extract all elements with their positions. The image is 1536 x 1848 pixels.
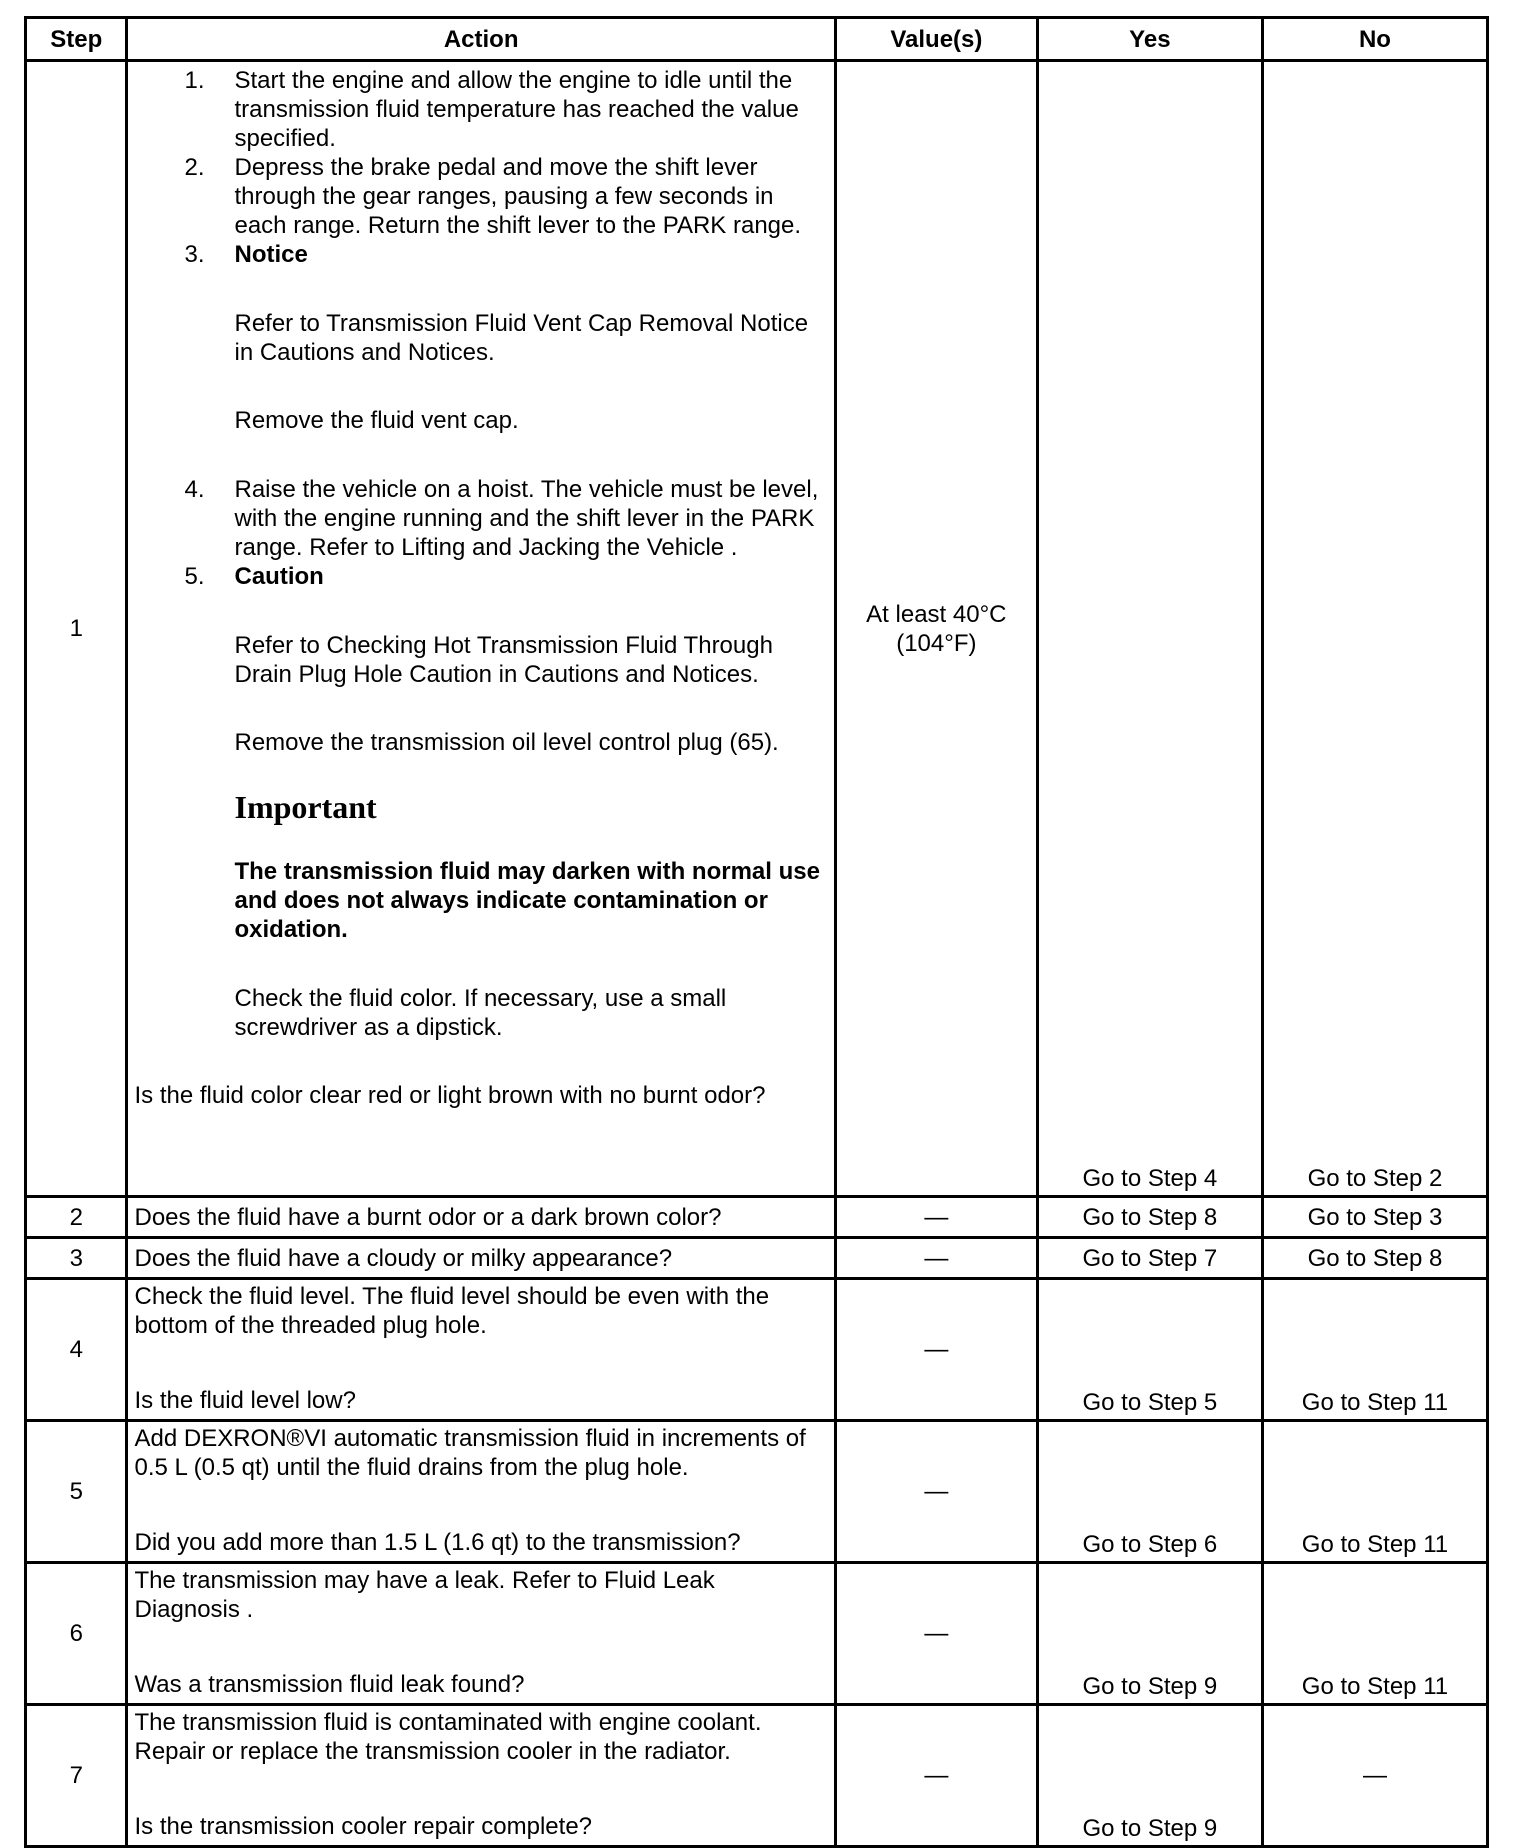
header-no: No (1262, 18, 1487, 61)
step-row-1 (26, 61, 1488, 1197)
yes-cell: Go to Step 7 (1037, 1238, 1262, 1279)
header-step: Step (26, 18, 127, 61)
step-number: 1 (26, 61, 127, 1197)
no-cell: Go to Step 11 (1262, 1421, 1487, 1563)
check-instruction: Check the fluid color. If necessary, use a small screwdriver as a dipstick. (234, 985, 727, 1041)
value-cell: — (835, 1705, 1037, 1847)
list-item: 1. Start the engine and allow the engine to idle until the transmission fluid temperature has reached the value specified. (184, 67, 799, 152)
no-cell: Go to Step 3 (1262, 1197, 1487, 1238)
notice-heading: Notice (234, 241, 308, 268)
caution-instruction: Remove the transmission oil level control plug (65). (234, 729, 779, 756)
step-instruction: Add DEXRON®VI automatic transmission fluid in increments of 0.5 L (0.5 qt) until the fluid drains from the plug hole. (134, 1425, 806, 1481)
important-heading: Important (234, 789, 377, 825)
step-row-2 (26, 1197, 1488, 1238)
header-action: Action (127, 18, 835, 61)
step-number: 3 (26, 1238, 127, 1279)
value-cell: — (835, 1563, 1037, 1705)
value-cell: — (835, 1279, 1037, 1421)
action-cell (127, 1563, 835, 1705)
action-cell (127, 61, 835, 1197)
step-question: Is the transmission cooler repair complete? (134, 1813, 593, 1840)
caution-heading: Caution (234, 563, 324, 590)
step-number: 7 (26, 1705, 127, 1847)
step-question: Is the fluid color clear red or light brown with no burnt odor? (134, 1082, 766, 1109)
step-question: Does the fluid have a cloudy or milky appearance? (134, 1244, 673, 1272)
caution-reference: Refer to Checking Hot Transmission Fluid Through Drain Plug Hole Caution in Cautions and Notices. (234, 632, 773, 688)
diagnostic-table (24, 16, 1489, 1848)
yes-cell: Go to Step 6 (1037, 1421, 1262, 1563)
step-number: 4 (26, 1279, 127, 1421)
no-cell: Go to Step 8 (1262, 1238, 1487, 1279)
value-cell: — (835, 1421, 1037, 1563)
step-row-3 (26, 1238, 1488, 1279)
step-row-4 (26, 1279, 1488, 1421)
no-cell: — (1262, 1705, 1487, 1847)
notice-instruction: Remove the fluid vent cap. (234, 407, 519, 434)
step-row-7 (26, 1705, 1488, 1847)
yes-cell: Go to Step 9 (1037, 1705, 1262, 1847)
list-item: 3. Notice (184, 241, 308, 268)
yes-cell: Go to Step 9 (1037, 1563, 1262, 1705)
action-cell (127, 1421, 835, 1563)
step-instruction: The transmission may have a leak. Refer to Fluid Leak Diagnosis . (134, 1567, 715, 1623)
list-item: 4. Raise the vehicle on a hoist. The vehicle must be level, with the engine running and the shift lever in the PARK range. Refer to Lifting and Jacking the Vehicle . (184, 476, 819, 561)
value-cell (835, 61, 1037, 1197)
procedure-list (134, 66, 827, 269)
step-question: Was a transmission fluid leak found? (134, 1671, 525, 1698)
important-text: The transmission fluid may darken with normal use and does not always indicate contamination or oxidation. (234, 858, 820, 943)
list-item: 5. Caution (184, 563, 324, 590)
value-line: At least 40°C (866, 600, 1007, 628)
value-line: (104°F) (896, 629, 977, 657)
header-row (26, 18, 1488, 61)
step-question: Is the fluid level low? (134, 1387, 356, 1414)
header-values: Value(s) (835, 18, 1037, 61)
header-yes: Yes (1037, 18, 1262, 61)
yes-cell: Go to Step 8 (1037, 1197, 1262, 1238)
action-cell (127, 1197, 835, 1238)
step-question: Did you add more than 1.5 L (1.6 qt) to the transmission? (134, 1529, 741, 1556)
no-cell: Go to Step 11 (1262, 1563, 1487, 1705)
yes-cell: Go to Step 4 (1037, 61, 1262, 1197)
value-cell: — (835, 1238, 1037, 1279)
value-cell: — (835, 1197, 1037, 1238)
procedure-list (134, 475, 827, 591)
step-instruction: Check the fluid level. The fluid level should be even with the bottom of the threaded plug hole. (134, 1283, 770, 1339)
notice-reference: Refer to Transmission Fluid Vent Cap Removal Notice in Cautions and Notices. (234, 310, 809, 366)
step-row-5 (26, 1421, 1488, 1563)
step-number: 5 (26, 1421, 127, 1563)
step-number: 2 (26, 1197, 127, 1238)
step-number: 6 (26, 1563, 127, 1705)
action-cell (127, 1705, 835, 1847)
list-item: 2. Depress the brake pedal and move the shift lever through the gear ranges, pausing a few seconds in each range. Return the shift lever to the PARK range. (184, 154, 802, 239)
step-row-6 (26, 1563, 1488, 1705)
action-cell (127, 1238, 835, 1279)
action-cell (127, 1279, 835, 1421)
no-cell: Go to Step 11 (1262, 1279, 1487, 1421)
step-instruction: The transmission fluid is contaminated with engine coolant. Repair or replace the transmission cooler in the radiator. (134, 1709, 762, 1765)
no-cell: Go to Step 2 (1262, 61, 1487, 1197)
yes-cell: Go to Step 5 (1037, 1279, 1262, 1421)
step-question: Does the fluid have a burnt odor or a dark brown color? (134, 1203, 722, 1231)
